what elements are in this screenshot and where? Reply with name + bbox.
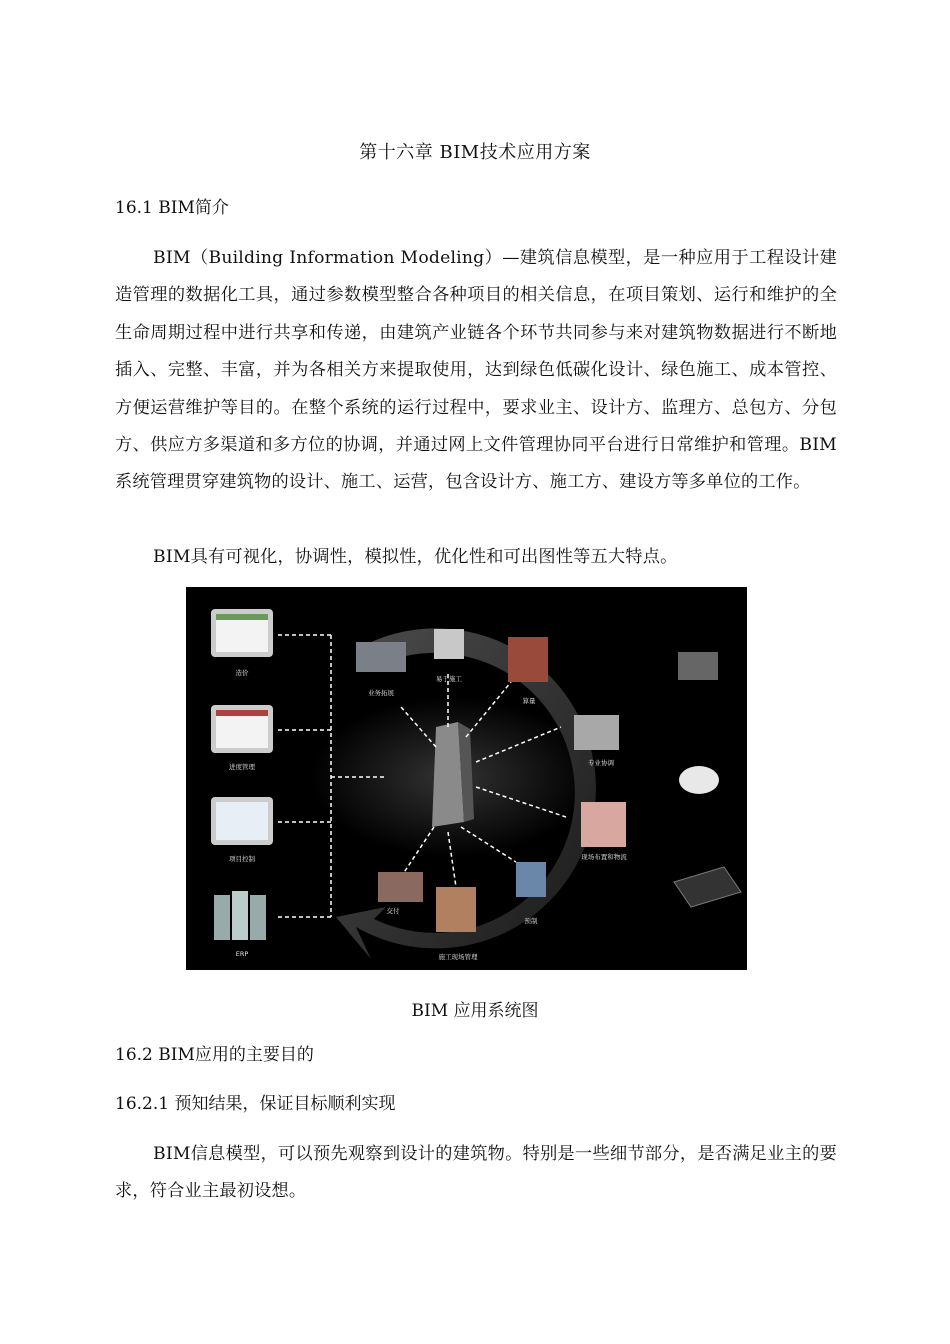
server-icon [214,891,266,940]
monitor-schedule-icon [211,705,273,753]
paragraph-bim-intro: BIM（Building Information Modeling）—建筑信息模型，是一种应用于工程设计建造管理的数据化工具，通过参数模型整合各种项目的相关信息，在项目策划、运行和维护的全生命周期过程中进行共享和传递，由建筑产业链各个环节共同参与来对建筑物数据进行不断地插入、完整、丰富，并为各相关方来提取使用，达到绿色低碳化设计、绿色施工、成本管控、方便运营维护等目的。在整个系统的运行过程中，要求业主、设计方、监理方、总包方、分包方、供应方多渠道和多方位的协调，并通过网上文件管理协同平台进行日常维护和管理。BIM系统管理贯穿建筑物的设计、施工、运营，包含设计方、施工方、建设方等多单位的工作。 [115,248,837,493]
construction-icon [434,629,464,659]
label-prefab: 预制 [524,917,538,925]
paragraph-predict-results: BIM信息模型，可以预先观察到设计的建筑物。特别是一些细节部分，是否满足业主的要求，符合业主最初设想。 [115,1144,837,1202]
monitor-cost-icon [211,609,273,657]
label-schedule: 进度管理 [229,763,255,771]
site-management-icon [436,887,476,932]
section-heading-16-2: 16.2 BIM应用的主要目的 [115,1045,314,1065]
quantity-icon [508,637,548,682]
section-heading-16-1: 16.1 BIM简介 [115,198,229,218]
delivery-icon [378,872,423,902]
business-icon [356,642,406,672]
label-construction: 易于施工 [436,675,462,683]
label-cost: 造价 [235,669,249,677]
label-erp: ERP [235,950,249,958]
phone-icon [674,867,741,907]
label-coordination: 专业协调 [588,759,614,767]
label-site-logistics: 现场布置和物流 [581,853,627,861]
bim-system-diagram [186,587,747,970]
monitor-control-icon [211,797,273,845]
label-quantity: 算量 [522,697,536,705]
site-logistics-icon [581,802,626,847]
prefab-icon [516,862,546,897]
label-control: 项目控制 [229,855,255,863]
label-delivery: 交付 [386,907,400,915]
diagram-svg [186,587,747,970]
cloud-icon [679,766,719,794]
coordination-icon [574,715,619,750]
chapter-title: 第十六章 BIM技术应用方案 [359,142,591,163]
label-business: 业务拓展 [368,689,394,697]
computer-icon [678,652,718,680]
figure-caption: BIM 应用系统图 [411,1001,539,1021]
paragraph-bim-features: BIM具有可视化，协调性，模拟性，优化性和可出图性等五大特点。 [153,547,678,567]
label-site-management: 施工现场管理 [438,953,478,961]
section-heading-16-2-1: 16.2.1 预知结果，保证目标顺利实现 [115,1094,396,1114]
